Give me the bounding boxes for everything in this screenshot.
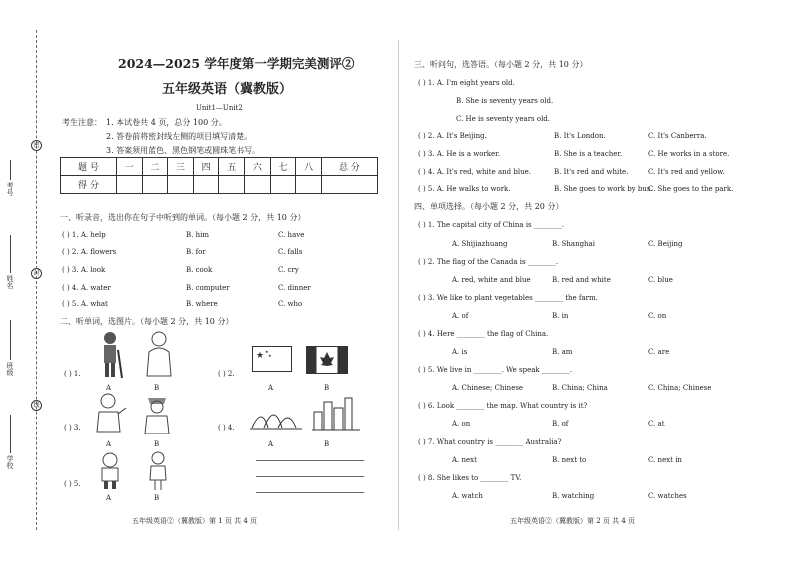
s1-q5-c: C. who bbox=[278, 300, 303, 308]
s4-q2[interactable]: ( ) 2. The flag of the Canada is ________. bbox=[418, 258, 558, 266]
answer-line[interactable] bbox=[256, 492, 364, 493]
s4-q2-c: C. blue bbox=[648, 276, 673, 284]
s4-q2-a: A. red, white and blue bbox=[452, 276, 531, 284]
s1-q4-a[interactable]: ( ) 4. A. water bbox=[62, 284, 111, 292]
s3-q3-b: B. She is a teacher. bbox=[554, 150, 623, 158]
s2-q1-num[interactable]: ( ) 1. bbox=[64, 370, 81, 378]
score-cell: 八 bbox=[296, 158, 322, 176]
page-divider bbox=[398, 40, 399, 530]
score-table-header-row bbox=[61, 158, 378, 176]
s4-q8-c: C. watches bbox=[648, 492, 687, 500]
score-blank[interactable] bbox=[193, 176, 219, 194]
s3-q2-b: B. It's London. bbox=[554, 132, 606, 140]
s4-q2-b: B. red and white bbox=[552, 276, 611, 284]
s2-q1-option-b: B bbox=[154, 384, 160, 392]
s4-q8-a: A. watch bbox=[452, 492, 483, 500]
score-blank[interactable] bbox=[168, 176, 194, 194]
svg-text:★: ★ bbox=[265, 349, 269, 354]
score-cell: 三 bbox=[168, 158, 194, 176]
class-label: 班级 bbox=[6, 362, 14, 376]
score-cell: 七 bbox=[270, 158, 296, 176]
school-line bbox=[10, 415, 11, 453]
s1-q1-b: B. him bbox=[186, 231, 209, 239]
s4-q6-a: A. on bbox=[452, 420, 471, 428]
s4-q5-a: A. Chinese; Chinese bbox=[452, 384, 524, 392]
score-cell: 二 bbox=[142, 158, 168, 176]
s2-q3-option-b: B bbox=[154, 440, 160, 448]
s1-q3-b: B. cook bbox=[186, 266, 213, 274]
seal-marker-2: 封 bbox=[31, 268, 42, 279]
score-cell: 六 bbox=[245, 158, 271, 176]
answer-line[interactable] bbox=[256, 460, 364, 461]
unit-range: Unit1—Unit2 bbox=[196, 104, 243, 112]
score-blank[interactable] bbox=[270, 176, 296, 194]
s1-q2-a[interactable]: ( ) 2. A. flowers bbox=[62, 248, 117, 256]
s4-q3[interactable]: ( ) 3. We like to plant vegetables ________ the farm. bbox=[418, 294, 598, 302]
s3-q4-c: C. It's red and yellow. bbox=[648, 168, 725, 176]
exam-no-line bbox=[10, 160, 11, 180]
opera-house-picture bbox=[250, 400, 302, 432]
school-label: 学校 bbox=[6, 455, 14, 469]
canada-flag-picture bbox=[306, 346, 348, 374]
s1-q1-c: C. have bbox=[278, 231, 305, 239]
notice-3: 3. 答案须用蓝色、黑色钢笔或圆珠笔书写。 bbox=[106, 146, 261, 155]
s1-q2-c: C. falls bbox=[278, 248, 303, 256]
score-blank[interactable] bbox=[296, 176, 322, 194]
singer-picture bbox=[94, 392, 128, 434]
s4-q7[interactable]: ( ) 7. What country is ________ Australia? bbox=[418, 438, 562, 446]
s4-q6-b: B. of bbox=[552, 420, 569, 428]
score-cell: 一 bbox=[116, 158, 142, 176]
s2-q1-option-a: A bbox=[106, 384, 112, 392]
old-man-picture bbox=[96, 330, 126, 380]
s3-q4-a[interactable]: ( ) 4. A. It's red, white and blue. bbox=[418, 168, 531, 176]
s2-q2-num[interactable]: ( ) 2. bbox=[218, 370, 235, 378]
s2-q2-option-b: B bbox=[324, 384, 330, 392]
score-cell: 四 bbox=[193, 158, 219, 176]
score-blank[interactable] bbox=[116, 176, 142, 194]
s4-q7-b: B. next to bbox=[552, 456, 587, 464]
girl-picture bbox=[146, 450, 170, 490]
s4-q8[interactable]: ( ) 8. She likes to ________ TV. bbox=[418, 474, 522, 482]
exam-subtitle: 五年级英语（冀教版） bbox=[162, 82, 293, 97]
s4-q5-c: C. China; Chinese bbox=[648, 384, 712, 392]
notice-label: 考生注意： bbox=[62, 118, 102, 127]
exam-title: 2024—2025 学年度第一学期完美测评② bbox=[118, 56, 355, 71]
s3-q5-a[interactable]: ( ) 5. A. He walks to work. bbox=[418, 185, 511, 193]
s2-q5-num[interactable]: ( ) 5. bbox=[64, 480, 81, 488]
nurse-picture bbox=[142, 392, 172, 434]
s3-q4-b: B. It's red and white. bbox=[554, 168, 629, 176]
section1-title: 一、听录音，选出你在句子中听到的单词。（每小题 2 分，共 10 分） bbox=[60, 213, 306, 222]
section2-title: 二、听单词，选图片。（每小题 2 分，共 10 分） bbox=[60, 317, 234, 326]
s2-q4-option-a: A bbox=[268, 440, 274, 448]
boy-picture bbox=[96, 450, 126, 490]
score-cell: 总 分 bbox=[321, 158, 377, 176]
s1-q5-b: B. where bbox=[186, 300, 218, 308]
s4-q5-b: B. China; China bbox=[552, 384, 608, 392]
s4-q1[interactable]: ( ) 1. The capital city of China is ________. bbox=[418, 221, 565, 229]
seal-line bbox=[36, 30, 37, 530]
s3-q3-a[interactable]: ( ) 3. A. He is a worker. bbox=[418, 150, 500, 158]
s1-q3-c: C. cry bbox=[278, 266, 299, 274]
s1-q5-a[interactable]: ( ) 5. A. what bbox=[62, 300, 108, 308]
s4-q4-b: B. am bbox=[552, 348, 573, 356]
s4-q8-b: B. watching bbox=[552, 492, 595, 500]
s3-q3-c: C. He works in a store. bbox=[648, 150, 730, 158]
s2-q2-option-a: A bbox=[268, 384, 274, 392]
score-blank[interactable] bbox=[321, 176, 377, 194]
score-table-score-row bbox=[61, 176, 378, 194]
s4-q7-a: A. next bbox=[452, 456, 477, 464]
s3-q1-c: C. He is seventy years old. bbox=[456, 115, 551, 123]
s4-q3-c: C. on bbox=[648, 312, 667, 320]
score-cell: 五 bbox=[219, 158, 245, 176]
score-cell: 题 号 bbox=[61, 158, 117, 176]
s1-q3-a[interactable]: ( ) 3. A. look bbox=[62, 266, 106, 274]
s2-q4-num[interactable]: ( ) 4. bbox=[218, 424, 235, 432]
exam-no-label: 考号 bbox=[6, 182, 14, 196]
score-blank[interactable] bbox=[245, 176, 271, 194]
s2-q4-option-b: B bbox=[324, 440, 330, 448]
page1-footer: 五年级英语②（冀教版）第 1 页 共 4 页 bbox=[132, 517, 258, 525]
s4-q5[interactable]: ( ) 5. We live in ________. We speak ________. bbox=[418, 366, 573, 374]
s2-q3-option-a: A bbox=[106, 440, 112, 448]
seal-marker-3: 线 bbox=[31, 400, 42, 411]
score-table bbox=[60, 157, 378, 194]
s4-q7-c: C. next in bbox=[648, 456, 682, 464]
s4-q1-a: A. Shijiazhuang bbox=[452, 240, 508, 248]
seal-marker-1: 密 bbox=[31, 140, 42, 151]
s4-q4[interactable]: ( ) 4. Here ________ the flag of China. bbox=[418, 330, 549, 338]
section4-title: 四、单项选择。（每小题 2 分，共 20 分） bbox=[414, 202, 564, 211]
answer-line[interactable] bbox=[256, 476, 364, 477]
s4-q3-a: A. of bbox=[452, 312, 469, 320]
name-line bbox=[10, 235, 11, 273]
city-skyline-picture bbox=[312, 396, 360, 432]
name-label: 姓名 bbox=[6, 275, 14, 289]
score-row-label: 得 分 bbox=[61, 176, 117, 194]
s2-q5-option-b: B bbox=[154, 494, 160, 502]
s1-q4-c: C. dinner bbox=[278, 284, 311, 292]
page2-footer: 五年级英语②（冀教版）第 2 页 共 4 页 bbox=[510, 517, 636, 525]
china-flag-picture bbox=[252, 346, 292, 372]
s3-q2-a[interactable]: ( ) 2. A. It's Beijing. bbox=[418, 132, 487, 140]
class-line bbox=[10, 320, 11, 360]
s2-q5-option-a: A bbox=[106, 494, 112, 502]
section3-title: 三、听问句，选答语。（每小题 2 分，共 10 分） bbox=[414, 60, 588, 69]
s4-q1-c: C. Beijing bbox=[648, 240, 683, 248]
old-woman-picture bbox=[143, 330, 175, 380]
s2-q3-num[interactable]: ( ) 3. bbox=[64, 424, 81, 432]
s3-q5-b: B. She goes to work by bus. bbox=[554, 185, 653, 193]
s1-q4-b: B. computer bbox=[186, 284, 230, 292]
svg-text:★: ★ bbox=[256, 351, 265, 361]
svg-text:★: ★ bbox=[268, 353, 272, 358]
s4-q4-c: C. are bbox=[648, 348, 670, 356]
s3-q2-c: C. It's Canberra. bbox=[648, 132, 707, 140]
score-blank[interactable] bbox=[219, 176, 245, 194]
s1-q2-b: B. for bbox=[186, 248, 206, 256]
s4-q3-b: B. in bbox=[552, 312, 569, 320]
s4-q4-a: A. is bbox=[452, 348, 468, 356]
notice-2: 2. 答卷前将密封线左侧的项目填写清楚。 bbox=[106, 132, 253, 141]
s3-q1-b: B. She is seventy years old. bbox=[456, 97, 554, 105]
score-blank[interactable] bbox=[142, 176, 168, 194]
notice-1: 1. 本试卷共 4 页，总分 100 分。 bbox=[106, 118, 227, 127]
s3-q1-a[interactable]: ( ) 1. A. I'm eight years old. bbox=[418, 79, 515, 87]
s3-q5-c: C. She goes to the park. bbox=[648, 185, 734, 193]
s4-q1-b: B. Shanghai bbox=[552, 240, 595, 248]
s1-q1-a[interactable]: ( ) 1. A. help bbox=[62, 231, 106, 239]
s4-q6-c: C. at bbox=[648, 420, 665, 428]
s4-q6[interactable]: ( ) 6. Look ________ the map. What country is it? bbox=[418, 402, 588, 410]
